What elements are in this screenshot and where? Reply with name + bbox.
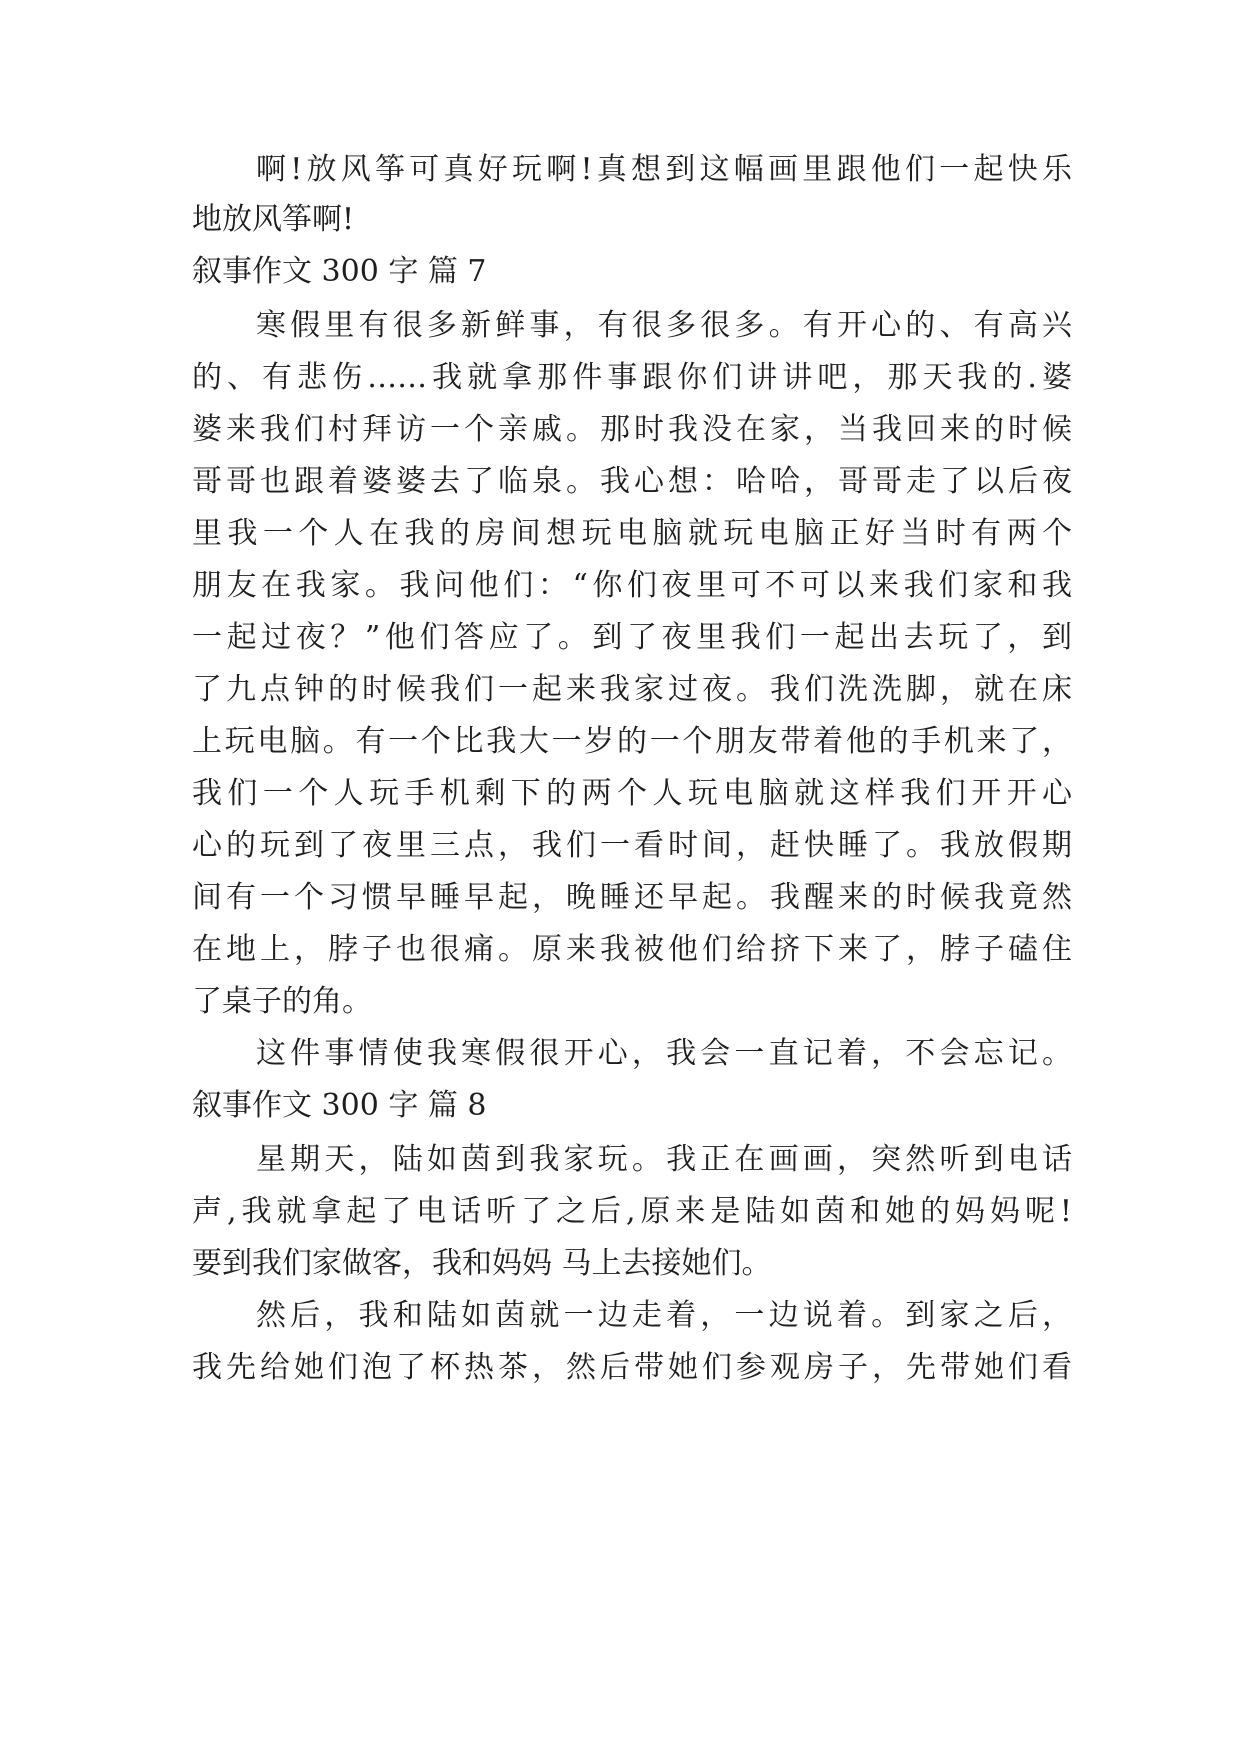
paragraph-line: 哥哥也跟着婆婆去了临泉。我心想：哈哈，哥哥走了以后夜: [192, 464, 1072, 499]
section-heading: 叙事作文 300 字 篇 7: [192, 254, 487, 289]
paragraph-line: 这件事情使我寒假很开心，我会一直记着，不会忘记。: [256, 1036, 1072, 1071]
paragraph-line: 然后，我和陆如茵就一边走着，一边说着。到家之后，: [256, 1298, 1072, 1333]
paragraph-line: 上玩电脑。有一个比我大一岁的一个朋友带着他的手机来了，: [192, 724, 1072, 759]
paragraph-line: 啊!放风筝可真好玩啊!真想到这幅画里跟他们一起快乐: [256, 152, 1072, 187]
section-heading: 叙事作文 300 字 篇 8: [192, 1088, 487, 1123]
paragraph-line: 里我一个人在我的房间想玩电脑就玩电脑正好当时有两个: [192, 516, 1072, 551]
paragraph-line: 朋友在我家。我问他们：“你们夜里可不可以来我们家和我: [192, 568, 1072, 603]
paragraph-line: 要到我们家做客，我和妈妈 马上去接她们。: [192, 1246, 772, 1281]
paragraph-line: 在地上，脖子也很痛。原来我被他们给挤下来了，脖子磕住: [192, 932, 1072, 967]
paragraph-line: 我先给她们泡了杯热茶，然后带她们参观房子，先带她们看: [192, 1350, 1072, 1385]
paragraph-line: 了九点钟的时候我们一起来我家过夜。我们洗洗脚，就在床: [192, 672, 1072, 707]
paragraph-line: 了桌子的角。: [192, 984, 372, 1019]
paragraph-line: 的、有悲伤……我就拿那件事跟你们讲讲吧，那天我的.婆: [192, 360, 1072, 395]
paragraph-line: 一起过夜？”他们答应了。到了夜里我们一起出去玩了，到: [192, 620, 1072, 655]
paragraph-line: 间有一个习惯早睡早起，晚睡还早起。我醒来的时候我竟然: [192, 880, 1072, 915]
paragraph-line: 我们一个人玩手机剩下的两个人玩电脑就这样我们开开心: [192, 776, 1072, 811]
paragraph-line: 心的玩到了夜里三点，我们一看时间，赶快睡了。我放假期: [192, 828, 1072, 863]
paragraph-line: 地放风筝啊!: [192, 202, 355, 237]
paragraph-line: 婆来我们村拜访一个亲戚。那时我没在家，当我回来的时候: [192, 412, 1072, 447]
paragraph-line: 星期天，陆如茵到我家玩。我正在画画，突然听到电话: [256, 1142, 1072, 1177]
paragraph-line: 声,我就拿起了电话听了之后,原来是陆如茵和她的妈妈呢!: [192, 1194, 1072, 1229]
paragraph-line: 寒假里有很多新鲜事，有很多很多。有开心的、有高兴: [256, 308, 1072, 343]
